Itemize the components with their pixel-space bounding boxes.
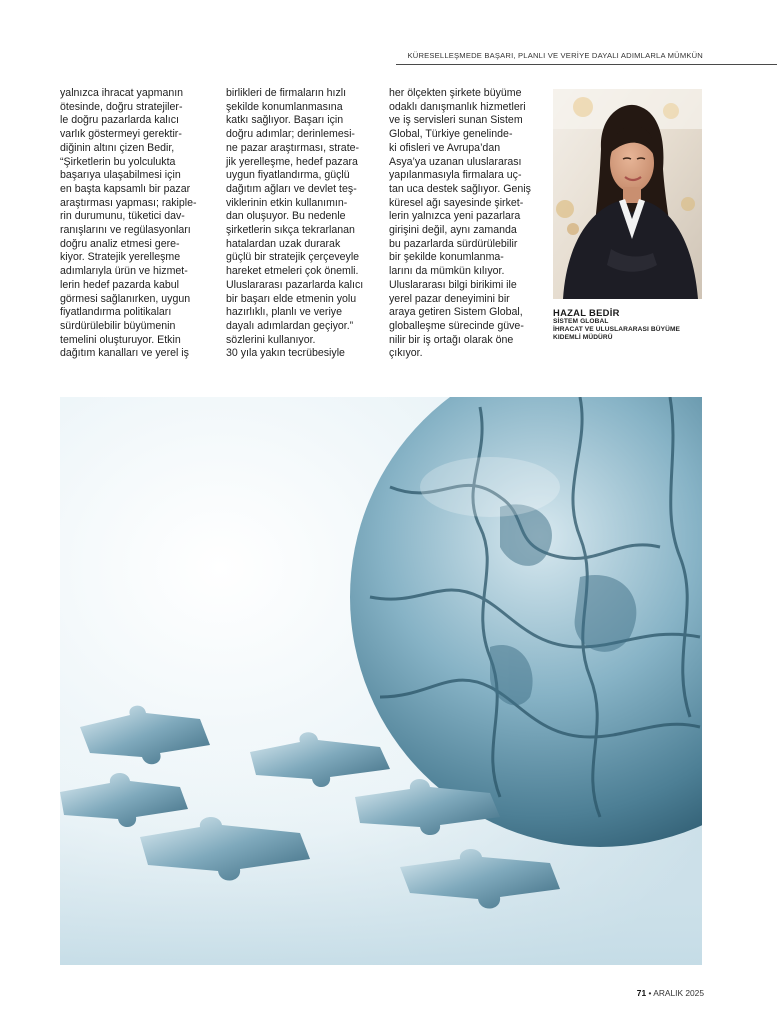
body-text-line: en başta kapsamlı bir pazar xyxy=(60,182,191,195)
body-text-line: jik yerelleşme, hedef pazara xyxy=(226,155,358,168)
body-text-line: dan oluşuyor. Bu nedenle xyxy=(226,210,346,223)
portrait-photo xyxy=(553,89,702,299)
body-text-line: yalnızca ihracat yapmanın xyxy=(60,87,184,99)
body-text-line: fiyatlandırma politikaları xyxy=(60,306,172,319)
running-title: KÜRESELLEŞMEDE BAŞARI, PLANLI VE VERİYE DAYALI ADIMLARLA MÜMKÜN xyxy=(407,51,703,60)
caption-title-2: KIDEMLİ MÜDÜRÜ xyxy=(553,334,613,342)
body-text-line: girişini değil, aynı zamanda xyxy=(389,224,517,237)
text-column-1 xyxy=(60,87,220,361)
body-text-line: başarıya ulaşabilmesi için xyxy=(60,169,181,182)
body-text-line: çıkıyor. xyxy=(389,347,423,360)
body-text-line: varlık göstermeyi gerektir- xyxy=(60,128,182,141)
body-text-line: Global, Türkiye genelinde- xyxy=(389,128,513,141)
body-text-line: şekilde konumlanmasına xyxy=(226,100,343,113)
footer-separator: • xyxy=(648,988,652,998)
body-text-line: larını da mümkün kılıyor. xyxy=(389,265,505,278)
body-text-line: “Şirketlerin bu yolculukta xyxy=(60,155,176,168)
body-text-line: hatalardan uzak durarak xyxy=(226,237,341,250)
body-text-line: uygun fiyatlandırma, güçlü xyxy=(226,169,350,182)
body-text-line: sözlerini kullanıyor. xyxy=(226,333,316,346)
body-text-line: ranışlarını ve regülasyonları xyxy=(60,224,191,237)
body-text-line: adımlarıyla ürün ve hizmet- xyxy=(60,265,188,278)
text-column-3 xyxy=(389,87,545,361)
body-text-line: dağıtım ağları ve devlet teş- xyxy=(226,182,357,195)
body-text-line: le doğru pazarlarda kalıcı xyxy=(60,114,179,127)
body-text-line: yerel pazar deneyimini bir xyxy=(389,292,510,305)
body-text-line: birlikleri de firmaların hızlı xyxy=(226,87,347,99)
body-text-line: viklerinin etkin kullanımın- xyxy=(226,196,348,209)
text-column-2 xyxy=(226,87,382,361)
body-text-line: globalleşme sürecinde güve- xyxy=(389,319,524,332)
caption-company: SİSTEM GLOBAL xyxy=(553,318,609,325)
body-text-line: nilir bir iş ortağı olarak öne xyxy=(389,333,514,346)
body-text-line: bu pazarlarda sürdürülebilir xyxy=(389,237,518,250)
body-text-line: lerin yalnızca yeni pazarlara xyxy=(389,210,521,223)
body-text-line: Uluslararası pazarlarda kalıcı xyxy=(226,278,364,291)
body-text-line: her ölçekten şirkete büyüme xyxy=(389,87,522,99)
body-text-line: tan uca destek sağlıyor. Geniş xyxy=(389,182,531,195)
body-text-line: diğinin altını çizen Bedir, xyxy=(60,141,175,154)
caption-name: HAZAL BEDİR xyxy=(553,307,620,318)
body-text-line: lerin hedef pazarda kabul xyxy=(60,278,179,291)
body-text-line: odaklı danışmanlık hizmetleri xyxy=(389,100,526,113)
body-text-line: şirketlerin sıkça tekrarlanan xyxy=(226,224,355,237)
body-text-line: katkı sağlıyor. Başarı için xyxy=(226,114,344,127)
issue-date: ARALIK 2025 xyxy=(653,988,704,998)
body-text-line: 30 yıla yakın tecrübesiyle xyxy=(226,347,345,360)
body-text-line: hareket etmeleri çok önemli. xyxy=(226,265,359,278)
body-text-line: hazırlıklı, planlı ve veriye xyxy=(226,306,342,319)
body-text-line: araştırması yapması; rakiple- xyxy=(60,196,197,209)
body-text-line: görmesi sağlanırken, uygun xyxy=(60,292,191,305)
page-number: 71 xyxy=(636,988,647,998)
body-text-line: yapılanmasıyla firmalara uç- xyxy=(389,169,522,182)
body-text-line: Uluslararası bilgi birikimi ile xyxy=(389,278,517,291)
body-text-line: rin durumunu, tüketici dav- xyxy=(60,210,185,223)
body-text-line: Asya’ya uzanan uluslararası xyxy=(389,155,522,168)
body-text-line: doğru analiz etmesi gere- xyxy=(60,237,180,250)
body-text-line: ve iş servisleri sunan Sistem xyxy=(389,114,523,127)
body-text-line: bir şekilde konumlanma- xyxy=(389,251,504,264)
body-text-line: dağıtım kanalları ve yerel iş xyxy=(60,347,189,360)
body-text-line: ne pazar araştırması, strate- xyxy=(226,141,360,154)
body-text-line: doğru adımlar; derinlemesi- xyxy=(226,128,355,141)
body-text-line: küresel ağı sayesinde şirket- xyxy=(389,196,524,209)
page-footer xyxy=(637,988,704,998)
caption-title: İHRACAT VE ULUSLARARASI BÜYÜME xyxy=(553,326,681,334)
body-text-line: sürdürülebilir büyümenin xyxy=(60,319,176,332)
body-text-line: güçlü bir stratejik çerçeveyle xyxy=(226,251,360,264)
body-text-line: araya getiren Sistem Global, xyxy=(389,306,523,319)
body-text-line: bir başarı elde etmenin yolu xyxy=(226,292,357,305)
puzzle-globe-image xyxy=(60,397,702,965)
body-text-line: dayalı adımlardan geçiyor.” xyxy=(226,319,354,332)
portrait-caption xyxy=(553,307,713,343)
body-text-line: temelini oluşturuyor. Etkin xyxy=(60,333,181,346)
body-text-line: ki ofisleri ve Avrupa’dan xyxy=(389,141,501,154)
body-text-line: ötesinde, doğru stratejiler- xyxy=(60,100,183,113)
body-text-line: kiyor. Stratejik yerelleşme xyxy=(60,251,181,264)
